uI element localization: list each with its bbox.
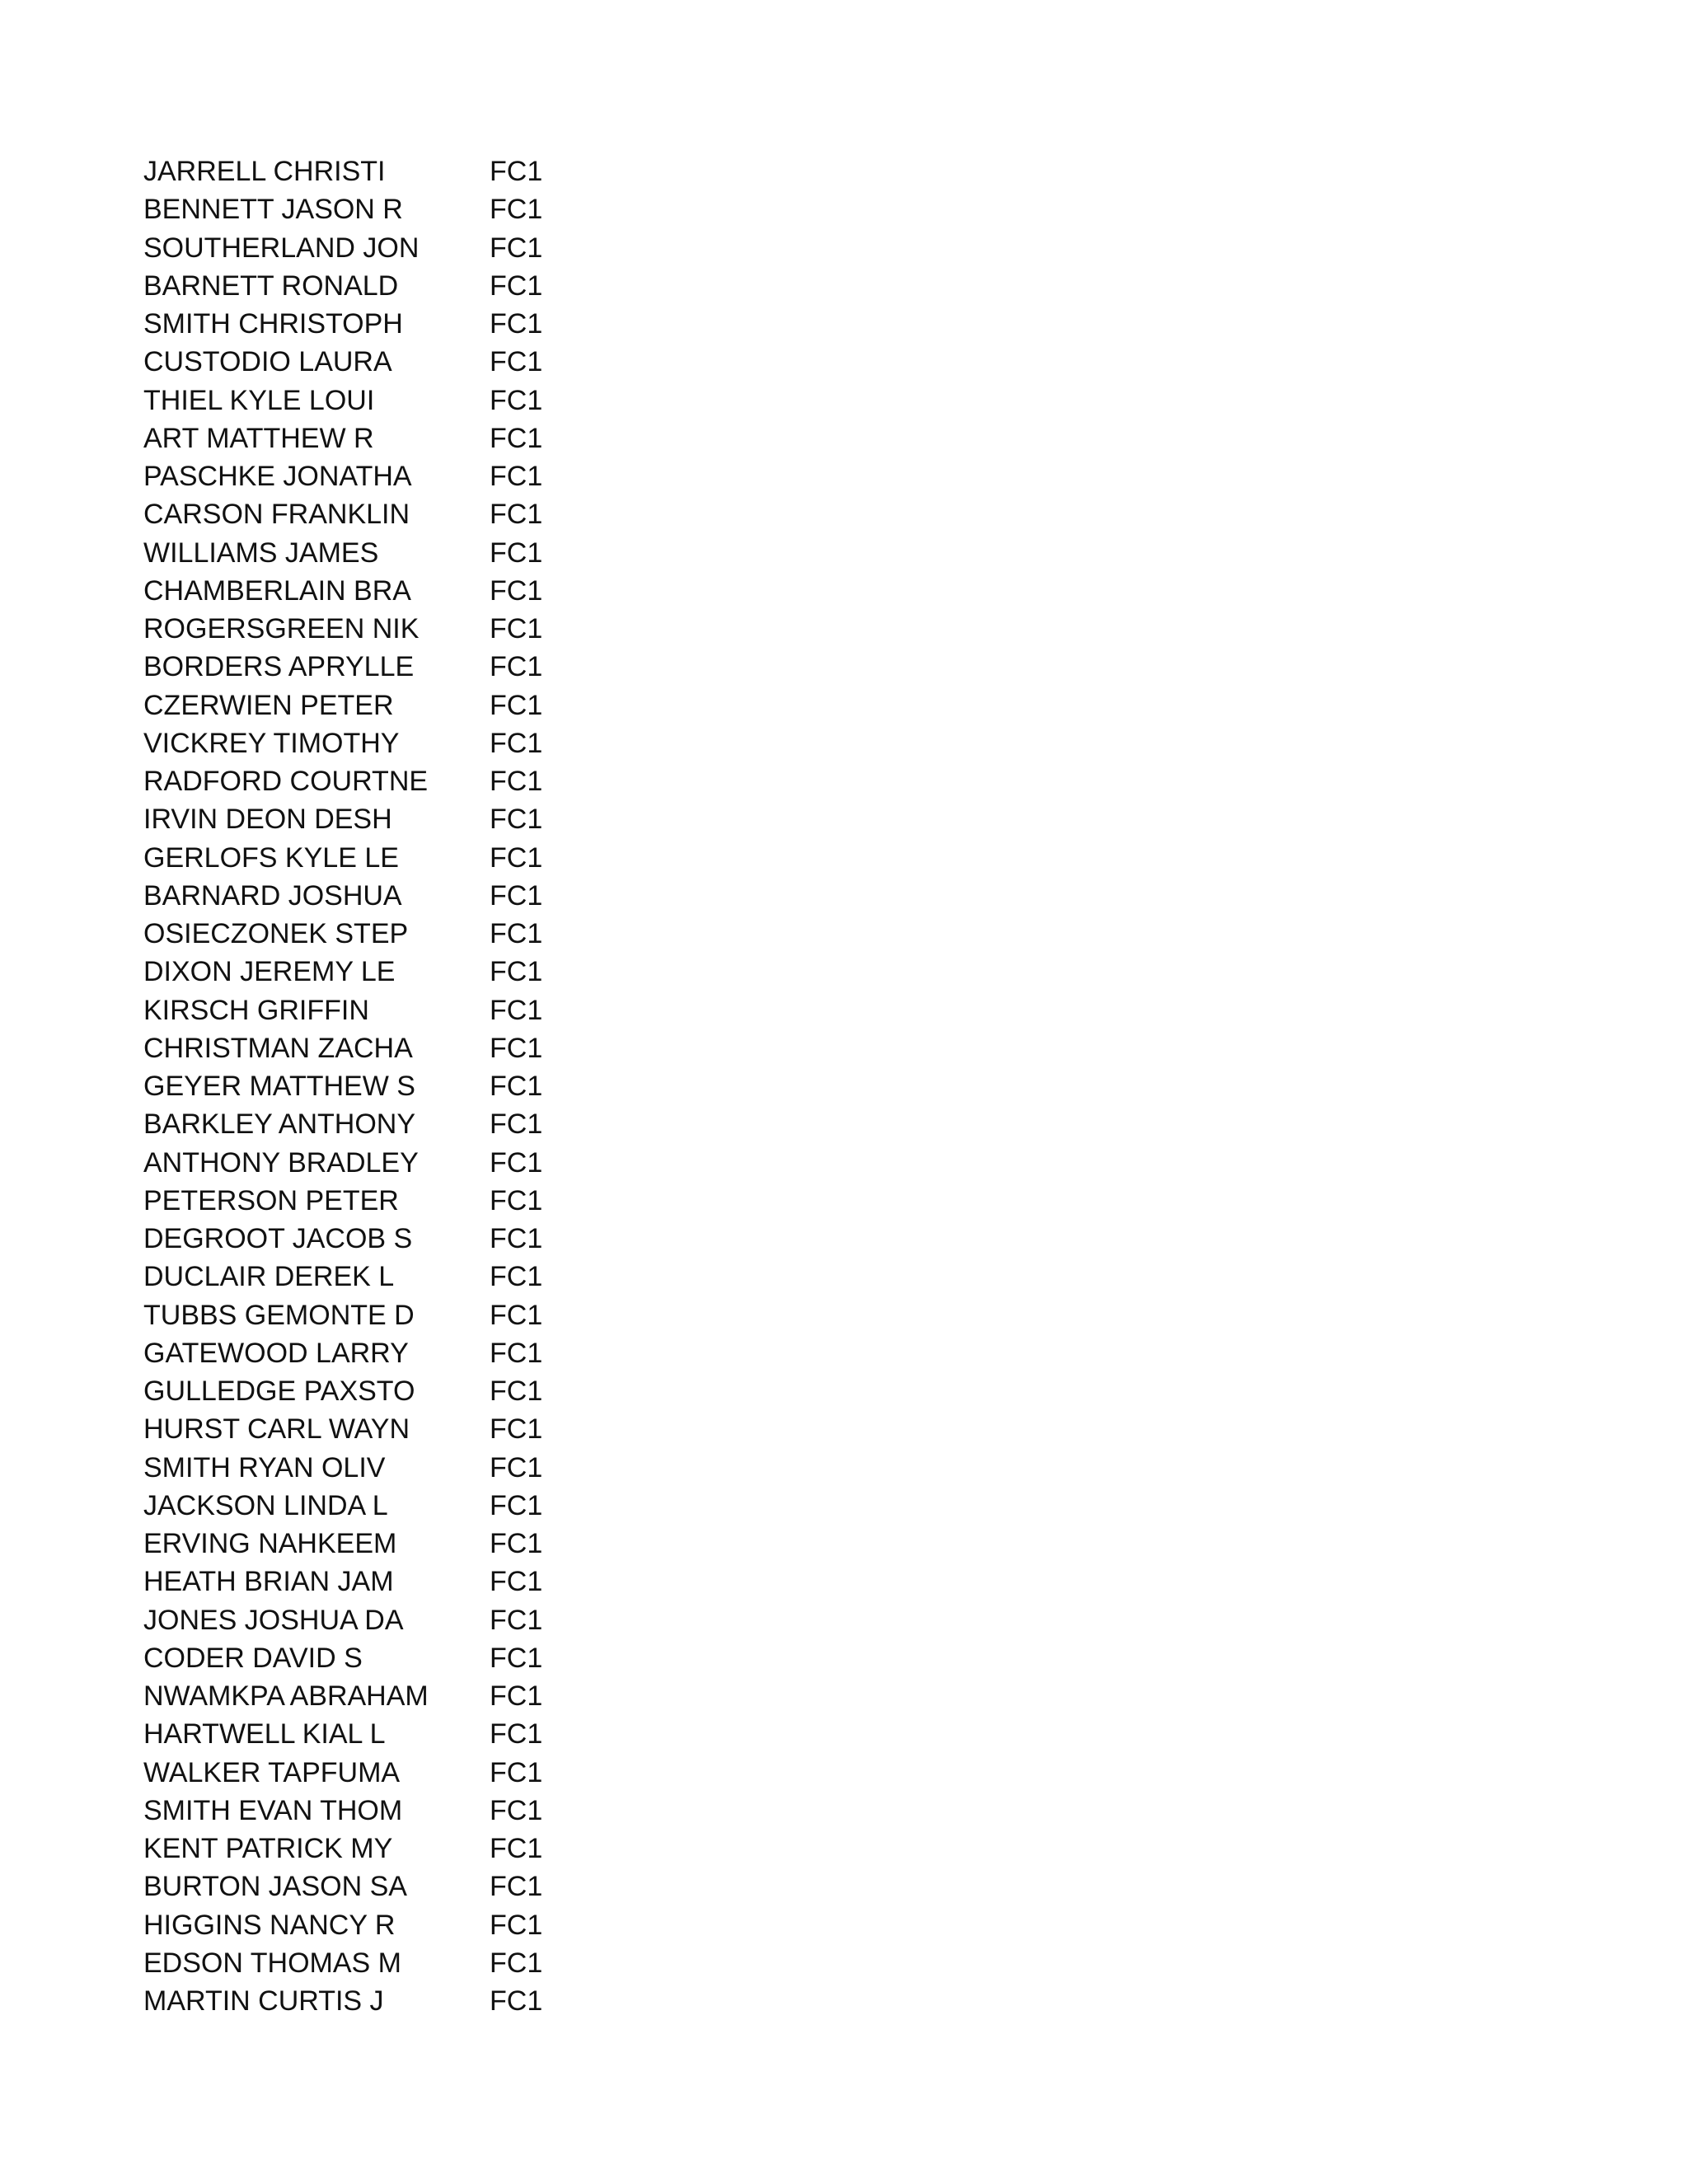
roster-name: JONES JOSHUA DA [143,1604,404,1636]
roster-code: FC1 [490,1451,543,1483]
roster-row [143,1677,572,1715]
roster-name: WALKER TAPFUMA [143,1756,401,1788]
roster-code: FC1 [490,1413,543,1446]
roster-code: FC1 [490,537,543,569]
roster-row [143,762,572,800]
roster-code: FC1 [490,918,543,949]
roster-row [143,534,572,572]
roster-name: DUCLAIR DEREK L [143,1261,395,1293]
roster-code: FC1 [490,1032,543,1064]
roster-row [143,1182,572,1220]
roster-name: CUSTODIO LAURA [143,346,392,378]
roster-code: FC1 [490,727,543,759]
roster-code: FC1 [490,689,543,721]
roster-code: FC1 [490,1718,543,1750]
roster-code: FC1 [490,574,543,607]
roster-code: FC1 [490,269,543,302]
roster-row [143,1715,572,1753]
roster-name: CHRISTMAN ZACHA [143,1032,413,1064]
roster-name: WILLIAMS JAMES [143,537,379,569]
roster-code: FC1 [490,956,543,988]
roster-name: VICKREY TIMOTHY [143,727,400,759]
roster-row [143,1830,572,1868]
roster-name: BURTON JASON SA [143,1871,407,1903]
roster-code: FC1 [490,1871,543,1903]
roster-row [143,877,572,915]
roster-row [143,495,572,533]
roster-name: BARNETT RONALD [143,269,399,302]
roster-code: FC1 [490,1756,543,1788]
roster-code: FC1 [490,1376,543,1407]
roster-code: FC1 [490,1071,543,1102]
roster-code: FC1 [490,651,543,683]
roster-row [143,915,572,953]
roster-row [143,610,572,648]
roster-row [143,1220,572,1258]
roster-code: FC1 [490,1337,543,1369]
roster-row [143,1525,572,1563]
roster-row [143,1982,572,2020]
roster-row [143,457,572,495]
roster-name: PETERSON PETER [143,1184,399,1216]
roster-name: IRVIN DEON DESH [143,804,392,836]
roster-row [143,419,572,457]
roster-row [143,1372,572,1410]
roster-row [143,648,572,686]
roster-name: ERVING NAHKEEM [143,1528,397,1559]
roster-name: SOUTHERLAND JON [143,232,420,264]
roster-row [143,229,572,267]
roster-row [143,572,572,610]
roster-code: FC1 [490,766,543,797]
roster-row [143,724,572,762]
roster-name: JARRELL CHRISTI [143,156,386,187]
roster-name: ART MATTHEW R [143,422,374,454]
roster-code: FC1 [490,1985,543,2017]
roster-row [143,382,572,419]
roster-row [143,1029,572,1067]
roster-name: SMITH RYAN OLIV [143,1451,386,1483]
roster-row [143,1601,572,1639]
roster-name: HURST CARL WAYN [143,1413,410,1446]
roster-name: THIEL KYLE LOUI [143,384,375,416]
roster-name: HEATH BRIAN JAM [143,1566,394,1598]
roster-row [143,1487,572,1525]
roster-code: FC1 [490,1909,543,1941]
roster-name: OSIECZONEK STEP [143,918,409,949]
roster-row [143,190,572,228]
roster-name: ROGERSGREEN NIK [143,613,420,644]
roster-code: FC1 [490,1566,543,1598]
roster-row [143,152,572,190]
roster-row [143,1067,572,1105]
roster-name: HARTWELL KIAL L [143,1718,386,1750]
roster-code: FC1 [490,156,543,187]
roster-name: CHAMBERLAIN BRA [143,574,411,607]
roster-code: FC1 [490,1146,543,1179]
roster-code: FC1 [490,308,543,340]
roster-code: FC1 [490,1223,543,1254]
roster-code: FC1 [490,232,543,264]
roster-name: DIXON JEREMY LE [143,956,396,988]
roster-row [143,1792,572,1830]
roster-row [143,267,572,305]
roster-row [143,1754,572,1792]
roster-name: GATEWOOD LARRY [143,1337,409,1369]
roster-name: DEGROOT JACOB S [143,1223,413,1254]
roster-code: FC1 [490,194,543,226]
roster-name: BENNETT JASON R [143,194,403,226]
roster-row [143,839,572,877]
roster-name: NWAMKPA ABRAHAM [143,1680,429,1712]
roster-row [143,1296,572,1334]
roster-name: CARSON FRANKLIN [143,499,410,531]
roster-code: FC1 [490,1528,543,1559]
roster-row [143,1868,572,1905]
roster-row [143,1906,572,1944]
roster-code: FC1 [490,1261,543,1293]
roster-name: KIRSCH GRIFFIN [143,994,369,1026]
roster-row [143,1563,572,1601]
roster-list [143,152,572,2020]
roster-name: MARTIN CURTIS J [143,1985,384,2017]
roster-row [143,343,572,381]
roster-code: FC1 [490,499,543,531]
roster-code: FC1 [490,1833,543,1864]
roster-code: FC1 [490,994,543,1026]
roster-code: FC1 [490,461,543,492]
roster-code: FC1 [490,1794,543,1826]
roster-name: HIGGINS NANCY R [143,1909,396,1941]
roster-name: TUBBS GEMONTE D [143,1299,415,1331]
roster-row [143,305,572,343]
roster-name: BORDERS APRYLLE [143,651,415,683]
roster-code: FC1 [490,422,543,454]
roster-row [143,800,572,838]
roster-code: FC1 [490,841,543,874]
roster-row [143,991,572,1029]
roster-name: GERLOFS KYLE LE [143,841,399,874]
roster-name: SMITH CHRISTOPH [143,308,403,340]
roster-code: FC1 [490,1184,543,1216]
roster-row [143,1639,572,1677]
roster-code: FC1 [490,1489,543,1521]
roster-name: PASCHKE JONATHA [143,461,412,492]
roster-name: JACKSON LINDA L [143,1489,388,1521]
roster-name: CZERWIEN PETER [143,689,394,721]
roster-row [143,1410,572,1448]
roster-code: FC1 [490,1604,543,1636]
roster-code: FC1 [490,1299,543,1331]
roster-code: FC1 [490,613,543,644]
roster-code: FC1 [490,346,543,378]
roster-name: KENT PATRICK MY [143,1833,393,1864]
roster-row [143,1449,572,1487]
roster-name: ANTHONY BRADLEY [143,1146,419,1179]
roster-code: FC1 [490,1947,543,1979]
roster-code: FC1 [490,384,543,416]
roster-row [143,1258,572,1296]
roster-code: FC1 [490,879,543,912]
roster-row [143,1144,572,1182]
roster-code: FC1 [490,1680,543,1712]
roster-row [143,953,572,991]
roster-row [143,1105,572,1143]
roster-name: GEYER MATTHEW S [143,1071,415,1102]
roster-row [143,687,572,724]
roster-name: GULLEDGE PAXSTO [143,1376,415,1407]
roster-code: FC1 [490,1108,543,1141]
roster-code: FC1 [490,1642,543,1674]
roster-name: RADFORD COURTNE [143,766,429,797]
roster-name: BARNARD JOSHUA [143,879,402,912]
roster-row [143,1334,572,1372]
roster-code: FC1 [490,804,543,836]
roster-row [143,1944,572,1982]
roster-name: CODER DAVID S [143,1642,363,1674]
roster-name: EDSON THOMAS M [143,1947,401,1979]
roster-name: BARKLEY ANTHONY [143,1108,416,1141]
roster-name: SMITH EVAN THOM [143,1794,403,1826]
